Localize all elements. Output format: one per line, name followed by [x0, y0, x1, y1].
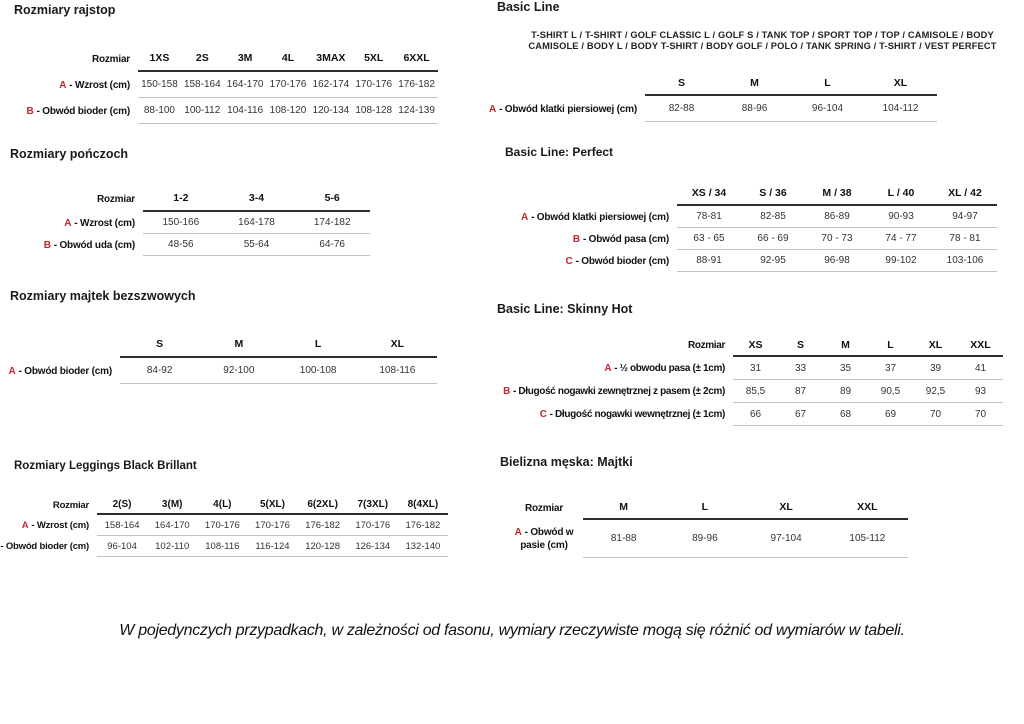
row-label [520, 206, 677, 228]
dimension-letter: A [59, 79, 67, 91]
measurement-row [520, 228, 997, 250]
table-header-row [2, 186, 370, 212]
row-label [2, 72, 138, 98]
size-value-cell: 74 - 77 [885, 233, 917, 244]
size-value-cell: 126-134 [355, 540, 391, 552]
size-header-cell: XS / 34 [691, 187, 727, 199]
size-header-cell: 4(L) [213, 498, 232, 510]
row-label-text: - Obwód bioder (cm) [575, 255, 669, 267]
dimension-letter: A [521, 211, 529, 223]
size-header-cell: 6(2XL) [307, 498, 338, 510]
value-cells [645, 96, 937, 122]
size-value-cell: 108-116 [205, 540, 240, 552]
size-header-cell: XL [893, 77, 908, 89]
table-majtek-bezszwowych [2, 332, 437, 384]
table-header-row [520, 182, 997, 206]
value-cells [677, 250, 997, 272]
row-label-text: - Obwód uda (cm) [53, 239, 135, 251]
size-column-label: Rozmiar [687, 340, 725, 351]
size-value-cell: 170-176 [355, 79, 393, 90]
size-value-cell: 81-88 [610, 533, 637, 544]
size-value-cell: 162-174 [312, 79, 350, 90]
size-value-cell: 88-96 [741, 103, 768, 114]
size-value-cell: 108-128 [355, 105, 393, 116]
size-value-cell: 120-128 [305, 540, 341, 552]
size-header-cell: S / 36 [759, 187, 787, 199]
header-cells [733, 334, 1003, 357]
size-header-cell: 3M [237, 52, 253, 64]
size-value-cell: 41 [974, 362, 987, 374]
dimension-letter: A [8, 365, 16, 377]
size-header-cell: 7(3XL) [357, 498, 389, 510]
size-column-label: Rozmiar [52, 499, 89, 511]
size-header-cell: L [314, 338, 322, 350]
size-value-cell: 92,5 [925, 385, 946, 397]
table-header-row [2, 495, 448, 515]
size-header-cell: 2(S) [112, 498, 132, 510]
dimension-letter: A [489, 103, 497, 115]
section-title-rajstop: Rozmiary rajstop [14, 3, 116, 17]
row-label-text: - Wzrost (cm) [74, 217, 135, 229]
measurement-row [2, 72, 438, 98]
size-value-cell: 89 [839, 385, 852, 397]
size-header-cell: 1-2 [173, 192, 189, 204]
measurement-row [2, 234, 370, 256]
size-header-cell: M / 38 [822, 187, 852, 199]
size-value-cell: 174-182 [313, 217, 351, 228]
row-label-text: - Obwód bioder (cm) [0, 541, 89, 552]
row-label-text: - ½ obwodu pasa (± 1cm) [614, 363, 725, 374]
size-header-cell: XL / 42 [948, 187, 982, 199]
dimension-letter: A [514, 527, 522, 538]
size-value-cell: 108-120 [269, 105, 307, 116]
size-value-cell: 86-89 [824, 211, 850, 222]
size-value-cell: 90-93 [888, 211, 914, 222]
measurement-row [492, 380, 1003, 403]
size-value-cell: 158-164 [183, 79, 221, 90]
size-header-cell: M [841, 338, 850, 351]
value-cells [97, 515, 448, 536]
size-value-cell: 35 [839, 362, 852, 374]
size-value-cell: 104-112 [882, 103, 919, 114]
size-header-cell: M [619, 501, 628, 513]
table-basic-line-skinny-hot [492, 334, 1003, 426]
value-cells [677, 228, 997, 250]
value-cells [677, 206, 997, 228]
dimension-letter: C [539, 409, 547, 420]
row-label [520, 250, 677, 272]
header-cells [138, 46, 438, 72]
dimension-letter: B [43, 239, 51, 251]
measurement-row [492, 403, 1003, 426]
measurement-row [2, 536, 448, 557]
size-value-cell: 92-95 [760, 255, 786, 266]
size-value-cell: 96-104 [811, 103, 844, 114]
size-value-cell: 67 [794, 408, 807, 420]
value-cells [143, 234, 370, 256]
dimension-letter: A [21, 520, 29, 531]
row-label [492, 380, 733, 403]
size-value-cell: 99-102 [885, 255, 917, 266]
table-bielizna-meska-majtki [505, 496, 908, 558]
measurement-row [2, 358, 437, 384]
size-value-cell: 170-176 [204, 519, 240, 531]
size-value-cell: 164-170 [226, 79, 264, 90]
header-cells [645, 72, 937, 96]
size-header-cell: XL [779, 501, 793, 513]
value-cells [138, 72, 438, 98]
size-value-cell: 158-164 [104, 519, 140, 531]
row-label [2, 212, 143, 234]
size-value-cell: 116-124 [255, 540, 290, 552]
table-header-row [505, 496, 908, 520]
row-label-text: - Długość nogawki zewnętrznej z pasem (± 2cm) [512, 386, 725, 397]
row-label [505, 526, 583, 552]
row-label [492, 403, 733, 426]
size-value-cell: 164-178 [238, 217, 275, 228]
row-label [520, 228, 677, 250]
section-title-majtek-bezszwowych: Rozmiary majtek bezszwowych [10, 289, 196, 303]
header-cells [97, 495, 448, 515]
size-header-cell: 4L [281, 52, 295, 64]
measurement-row [520, 206, 997, 228]
value-cells [583, 520, 908, 558]
table-header-row [2, 46, 438, 72]
size-header-cell: L [824, 77, 831, 89]
size-header-cell: 5(XL) [259, 498, 285, 510]
table-header-row [492, 334, 1003, 357]
size-header-cell: XXL [857, 501, 878, 513]
dimension-letter: B [26, 105, 34, 117]
basic-line-product-list: T-SHIRT L / T-SHIRT / GOLF CLASSIC L / GOLF S / TANK TOP / SPORT TOP / TOP / CAMISOLE / BODY CAMISOLE / BODY L / BODY T-SHIRT / BODY GOLF / POLO / TANK SPRING / T-SHIRT / VEST PERFECT [528, 30, 997, 51]
row-label-text: - Wzrost (cm) [31, 520, 89, 531]
size-value-cell: 105-112 [849, 533, 886, 544]
header-cells [677, 182, 997, 206]
size-value-cell: 82-85 [760, 211, 786, 222]
table-rajstop [2, 46, 438, 124]
header-cells [143, 186, 370, 212]
row-label-text: - Obwód bioder (cm) [36, 105, 130, 117]
size-header-cell: XL [928, 338, 943, 351]
size-value-cell: 87 [794, 385, 807, 397]
size-value-cell: 176-182 [398, 79, 435, 90]
size-value-cell: 31 [749, 362, 762, 374]
size-header-cell: L / 40 [887, 187, 915, 199]
measurement-row [2, 515, 448, 536]
size-column-label [2, 332, 120, 358]
size-header-cell: 8(4XL) [407, 498, 439, 510]
size-value-cell: 70 [929, 408, 942, 420]
size-value-cell: 39 [929, 362, 942, 374]
row-label [2, 234, 143, 256]
size-header-cell: 6XXL [403, 52, 430, 64]
size-header-cell: S [796, 338, 804, 351]
disclaimer-note: W pojedynczych przypadkach, w zależności od fasonu, wymiary rzeczywiste mogą się różnić od wymiarów w tabeli. [119, 622, 905, 639]
size-value-cell: 170-176 [269, 79, 307, 90]
row-label-text: - Obwód klatki piersiowej (cm) [499, 103, 637, 115]
size-value-cell: 96-98 [824, 255, 850, 266]
size-value-cell: 33 [794, 362, 807, 374]
row-label-text: - Obwód klatki piersiowej (cm) [531, 211, 669, 223]
size-value-cell: 97-104 [770, 533, 802, 544]
size-value-cell: 89-96 [692, 533, 718, 544]
size-header-cell: 3MAX [316, 52, 346, 64]
section-title-bielizna-meska: Bielizna męska: Majtki [500, 455, 633, 469]
size-value-cell: 92-100 [223, 365, 255, 376]
size-column-label: Rozmiar [96, 193, 135, 205]
size-value-cell: 48-56 [168, 239, 194, 250]
table-header-row [500, 72, 937, 96]
size-header-cell: S [156, 338, 164, 350]
size-value-cell: 108-116 [379, 365, 416, 376]
size-value-cell: 63 - 65 [693, 233, 725, 244]
size-header-cell: 3-4 [248, 192, 265, 204]
size-header-cell: 2S [195, 52, 209, 64]
size-value-cell: 103-106 [946, 255, 984, 266]
size-value-cell: 94-97 [952, 211, 978, 222]
size-value-cell: 100-108 [299, 365, 337, 376]
size-value-cell: 90,5 [880, 385, 901, 397]
row-label [2, 536, 97, 557]
size-header-cell: 1XS [149, 52, 170, 64]
size-value-cell: 88-91 [696, 255, 722, 266]
measurement-row [505, 520, 908, 558]
row-label-text: - Obwód pasa (cm) [582, 233, 669, 245]
size-value-cell: 66 [749, 408, 762, 420]
size-value-cell: 164-170 [154, 519, 190, 531]
table-header-row [2, 332, 437, 358]
measurement-row [2, 98, 438, 124]
size-header-cell: L [887, 338, 894, 351]
row-label [2, 98, 138, 124]
row-label [489, 96, 645, 122]
size-value-cell: 150-166 [162, 217, 200, 228]
table-basic-line-perfect [520, 182, 997, 272]
size-value-cell: 82-88 [668, 103, 695, 114]
size-value-cell: 70 - 73 [821, 233, 853, 244]
row-label [2, 515, 97, 536]
size-value-cell: 69 [884, 408, 897, 420]
dimension-letter: B [503, 386, 510, 397]
size-header-cell: XL [390, 338, 405, 350]
size-header-cell: XXL [970, 338, 991, 351]
section-title-leggings: Rozmiary Leggings Black Brillant [14, 460, 197, 472]
size-header-cell: 5XL [364, 52, 384, 64]
size-header-cell: XS [748, 338, 763, 351]
size-header-cell: M [234, 338, 244, 350]
size-header-cell: 5-6 [324, 192, 340, 204]
size-header-cell: L [701, 501, 709, 513]
dimension-letter: C [565, 255, 573, 267]
measurement-row [2, 212, 370, 234]
row-label-text: - Obwód bioder (cm) [18, 365, 112, 377]
size-value-cell: 104-116 [227, 105, 264, 116]
value-cells [733, 357, 1003, 380]
size-column-label [520, 182, 677, 206]
value-cells [138, 98, 438, 124]
measurement-row [492, 357, 1003, 380]
dimension-letter: A [64, 217, 72, 229]
row-label-text: - Wzrost (cm) [69, 79, 130, 91]
value-cells [97, 536, 448, 557]
row-label-text: - Długość nogawki wewnętrznej (± 1cm) [549, 409, 725, 420]
row-label-text: - Obwód w pasie (cm) [520, 527, 574, 551]
size-column-label: Rozmiar [91, 53, 130, 65]
size-value-cell: 120-134 [312, 105, 350, 116]
dimension-letter: A [604, 363, 612, 374]
size-value-cell: 102-110 [155, 540, 190, 552]
size-value-cell: 37 [884, 362, 897, 374]
table-basic-line [489, 72, 937, 122]
size-header-cell: M [750, 77, 759, 89]
size-value-cell: 78-81 [696, 211, 722, 222]
size-value-cell: 70 [974, 408, 987, 420]
size-value-cell: 88-100 [143, 105, 175, 116]
size-column-label: Rozmiar [524, 502, 564, 514]
measurement-row [489, 96, 937, 122]
size-value-cell: 66 - 69 [757, 233, 789, 244]
size-value-cell: 176-182 [305, 519, 341, 531]
section-title-basic-line: Basic Line [497, 0, 560, 14]
size-value-cell: 68 [839, 408, 852, 420]
size-value-cell: 64-76 [319, 239, 345, 250]
size-value-cell: 176-182 [405, 519, 441, 531]
size-header-cell: 3(M) [161, 498, 183, 510]
size-value-cell: 78 - 81 [949, 233, 981, 244]
value-cells [733, 380, 1003, 403]
value-cells [733, 403, 1003, 426]
row-label [2, 358, 120, 384]
value-cells [120, 358, 437, 384]
measurement-row [520, 250, 997, 272]
size-header-cell: S [677, 77, 685, 89]
size-value-cell: 93 [974, 385, 987, 397]
header-cells [583, 496, 908, 520]
size-value-cell: 170-176 [255, 519, 290, 531]
size-value-cell: 96-104 [107, 540, 137, 552]
size-value-cell: 84-92 [146, 365, 173, 376]
size-column-label [500, 72, 645, 96]
size-value-cell: 170-176 [355, 519, 391, 531]
size-value-cell: 85,5 [745, 385, 766, 397]
dimension-letter: B [572, 233, 580, 245]
size-value-cell: 124-139 [398, 105, 435, 116]
table-leggings [2, 495, 448, 557]
size-value-cell: 100-112 [184, 105, 221, 116]
section-title-ponczoch: Rozmiary pończoch [10, 147, 129, 161]
section-title-basic-line-perfect: Basic Line: Perfect [505, 145, 614, 159]
value-cells [143, 212, 370, 234]
size-value-cell: 132-140 [405, 540, 441, 552]
size-value-cell: 150-158 [141, 79, 178, 90]
header-cells [120, 332, 437, 358]
table-ponczoch [2, 186, 370, 256]
size-value-cell: 55-64 [243, 239, 270, 250]
row-label [492, 357, 733, 380]
section-title-basic-line-skinny-hot: Basic Line: Skinny Hot [497, 302, 633, 316]
